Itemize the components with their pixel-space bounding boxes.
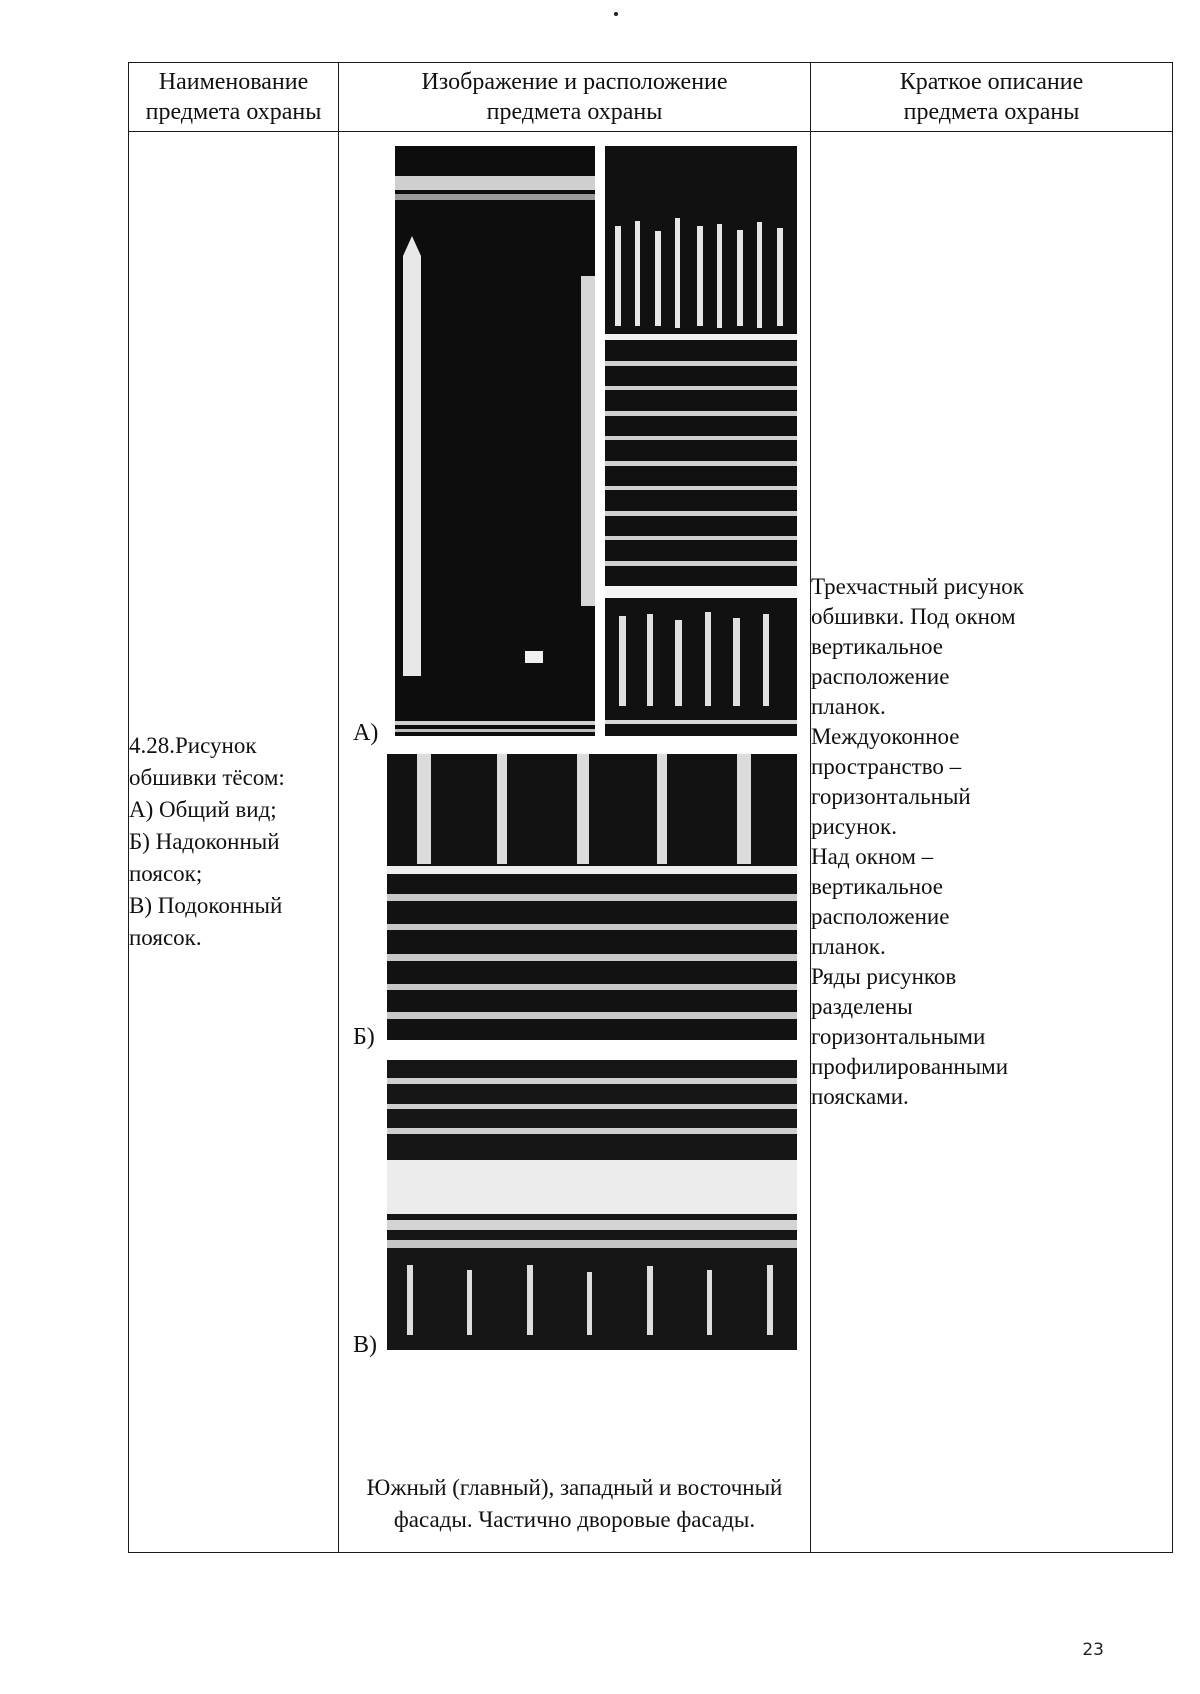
description-cell [811,132,1173,1553]
page-number: 23 [1082,1640,1104,1660]
table-row [129,132,1173,1553]
photo-above-window-band [387,754,797,1040]
photo-below-window-band [387,1060,797,1350]
table-header-row [129,63,1173,132]
photo-label-b: Б) [353,1024,375,1050]
image-cell [339,132,811,1553]
photo-label-a: А) [353,720,379,746]
header-image: Изображение и расположение предмета охраны [339,63,811,132]
header-name: Наименование предмета охраны [129,63,339,132]
subject-description: Трехчастный рисунок обшивки. Под окном вертикальное расположение планок. Междуоконное пространство – горизонтальный рисунок. Над окном – вертикальное расположение планок. Ряды рисунков разделены горизонтальными профилированными поясками. [811,574,1024,1109]
name-cell [129,132,339,1553]
header-description: Краткое описание предмета охраны [811,63,1173,132]
protection-subject-table [128,62,1173,1553]
photo-label-c: В) [353,1332,377,1358]
subject-name: 4.28.Рисунок обшивки тёсом: А) Общий вид; Б) Надоконный поясок; В) Подоконный поясок. [129,733,285,950]
photo-general-view-right [605,146,797,736]
photo-general-view-left [395,146,595,736]
scan-dot [614,12,618,16]
image-caption: Южный (главный), западный и восточный фасады. Частично дворовые фасады. [366,1475,783,1532]
photo-group [339,132,810,1472]
